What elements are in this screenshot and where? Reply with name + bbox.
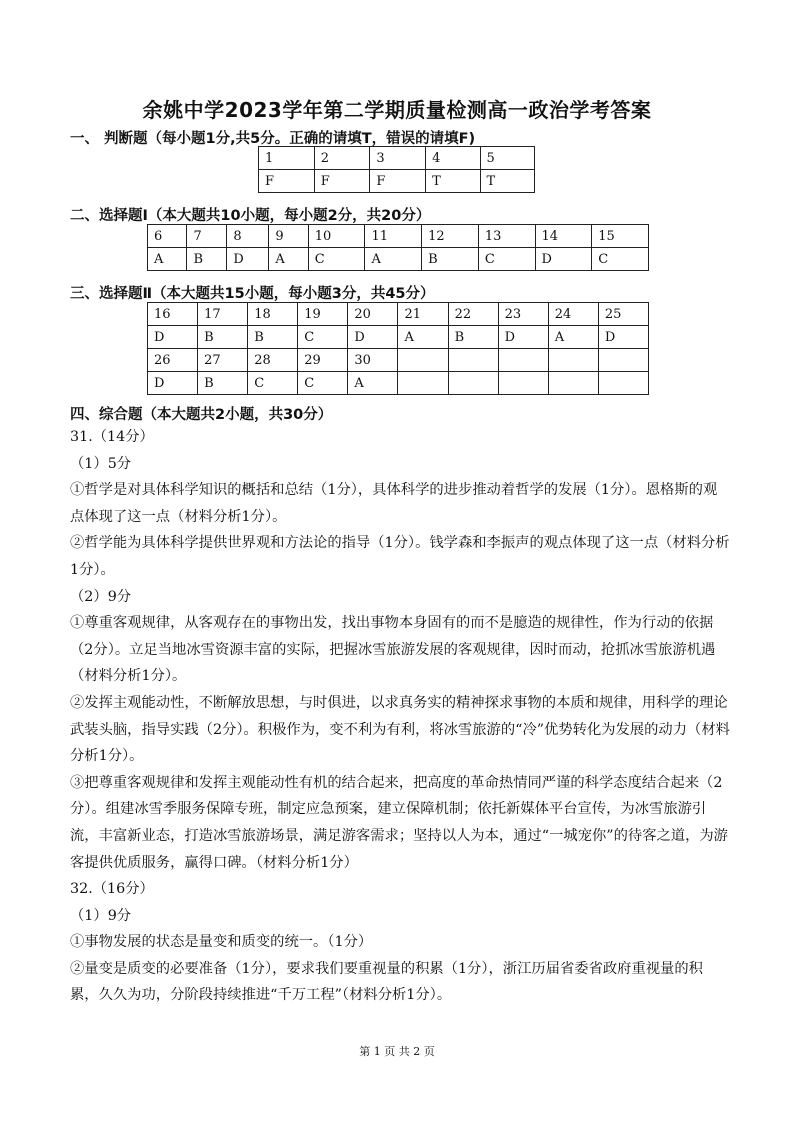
table-cell: 17: [198, 303, 248, 326]
table-cell: [498, 372, 548, 395]
table-cell: A: [365, 248, 422, 271]
subquestion-1-label: （1）5分: [70, 455, 132, 472]
table-cell: 1: [259, 147, 315, 170]
table-cell: [448, 372, 498, 395]
table-row: [148, 349, 649, 372]
table-cell: A: [398, 326, 448, 349]
table-row: [148, 248, 649, 271]
table-cell: B: [198, 326, 248, 349]
table-row: [148, 372, 649, 395]
table-cell: C: [298, 326, 348, 349]
section-3-heading: 三、选择题Ⅱ（本大题共15小题，每小题3分，共45分）: [70, 286, 435, 302]
table-cell: D: [348, 326, 398, 349]
table-cell: 28: [248, 349, 298, 372]
table-cell: 23: [498, 303, 548, 326]
answer-table-3: [147, 302, 649, 395]
page-title: 余姚中学2023学年第二学期质量检测高一政治学考答案: [142, 98, 652, 122]
subquestion-2-label: （2）9分: [70, 588, 132, 605]
table-cell: F: [259, 170, 315, 193]
table-cell: D: [148, 372, 198, 395]
table-cell: 24: [548, 303, 598, 326]
table-cell: A: [548, 326, 598, 349]
table-cell: D: [535, 248, 592, 271]
table-row: [148, 225, 649, 248]
table-cell: [548, 349, 598, 372]
section-4-heading: 四、综合题（本大题共2小题，共30分）: [70, 407, 333, 423]
table-cell: 15: [592, 225, 649, 248]
table-cell: 3: [370, 147, 426, 170]
table-cell: D: [148, 326, 198, 349]
table-cell: 26: [148, 349, 198, 372]
table-cell: A: [269, 248, 308, 271]
table-cell: [398, 349, 448, 372]
answer-table-1: [258, 146, 535, 193]
answer-body: [70, 424, 730, 1009]
table-cell: 5: [480, 147, 535, 170]
table-cell: 27: [198, 349, 248, 372]
table-row: [259, 147, 535, 170]
table-cell: B: [187, 248, 227, 271]
table-cell: 10: [308, 225, 365, 248]
table-cell: [598, 372, 648, 395]
table-cell: B: [248, 326, 298, 349]
table-cell: F: [370, 170, 426, 193]
table-cell: 18: [248, 303, 298, 326]
table-cell: 29: [298, 349, 348, 372]
table-cell: 16: [148, 303, 198, 326]
table-cell: 4: [426, 147, 480, 170]
table-cell: D: [498, 326, 548, 349]
answer-point: ③把尊重客观规律和发挥主观能动性有机的结合起来，把高度的革命热情同严谨的科学态度结合起来（2分）。组建冰雪季服务保障专班，制定应急预案，建立保障机制；依托新媒体平台宣传，为冰雪旅游引流，丰富新业态，打造冰雪旅游场景，满足游客需求；坚持以人为本，通过“一城宠你”的待客之道，为游客提供优质服务，赢得口碑。（材料分析1分）: [70, 774, 728, 871]
table-cell: A: [148, 248, 187, 271]
answer-point: ②发挥主观能动性，不断解放思想，与时俱进，以求真务实的精神探求事物的本质和规律，用科学的理论武装头脑，指导实践（2分）。积极作为，变不利为有利，将冰雪旅游的“冷”优势转化为发展的动力（材料分析1分）。: [70, 694, 730, 765]
table-row: [148, 326, 649, 349]
answer-point: ②哲学能为具体科学提供世界观和方法论的指导（1分）。钱学森和李振声的观点体现了这一点（材料分析1分）。: [70, 535, 730, 578]
table-cell: F: [314, 170, 370, 193]
table-row: [259, 170, 535, 193]
table-cell: [598, 349, 648, 372]
table-cell: C: [298, 372, 348, 395]
section-2-heading: 二、选择题Ⅰ（本大题共10小题，每小题2分，共20分）: [70, 208, 431, 224]
table-cell: 9: [269, 225, 308, 248]
section-1-heading: 一、 判断题（每小题1分,共5分。正确的请填T，错误的请填F): [70, 131, 476, 147]
table-cell: 7: [187, 225, 227, 248]
table-cell: B: [422, 248, 479, 271]
table-cell: 19: [298, 303, 348, 326]
table-cell: 11: [365, 225, 422, 248]
answer-point: ①尊重客观规律，从客观存在的事物出发，找出事物本身固有的而不是臆造的规律性，作为行动的依据（2分）。立足当地冰雪资源丰富的实际，把握冰雪旅游发展的客观规律，因时而动，抢抓冰雪旅游机遇（材料分析1分）。: [70, 615, 716, 685]
table-cell: 14: [535, 225, 592, 248]
table-cell: C: [248, 372, 298, 395]
question-32-label: 32.（16分）: [70, 881, 154, 898]
answer-table-2: [147, 224, 649, 271]
page-footer: 第 1 页 共 2 页: [359, 1045, 435, 1058]
table-row: [148, 303, 649, 326]
table-cell: D: [227, 248, 269, 271]
table-cell: 6: [148, 225, 187, 248]
table-cell: B: [448, 326, 498, 349]
table-cell: A: [348, 372, 398, 395]
subquestion-1-label: （1）9分: [70, 907, 132, 924]
table-cell: 12: [422, 225, 479, 248]
answer-point: ①哲学是对具体科学知识的概括和总结（1分），具体科学的进步推动着哲学的发展（1分）。恩格斯的观点体现了这一点（材料分析1分）。: [70, 482, 718, 525]
question-31-label: 31.（14分）: [70, 429, 154, 445]
table-cell: 20: [348, 303, 398, 326]
table-cell: B: [198, 372, 248, 395]
table-cell: C: [592, 248, 649, 271]
table-cell: [498, 349, 548, 372]
table-cell: T: [480, 170, 535, 193]
answer-point: ①事物发展的状态是量变和质变的统一。（1分）: [70, 934, 373, 951]
table-cell: 22: [448, 303, 498, 326]
table-cell: 30: [348, 349, 398, 372]
table-cell: [548, 372, 598, 395]
table-cell: 25: [598, 303, 648, 326]
answer-point: ②量变是质变的必要准备（1分），要求我们要重视量的积累（1分），浙江历届省委省政府重视量的积累，久久为功，分阶段持续推进“千万工程”（材料分析1分）。: [70, 960, 703, 1004]
table-cell: 8: [227, 225, 269, 248]
table-cell: 21: [398, 303, 448, 326]
table-cell: [398, 372, 448, 395]
table-cell: 13: [478, 225, 535, 248]
table-cell: D: [598, 326, 648, 349]
table-cell: [448, 349, 498, 372]
table-cell: C: [478, 248, 535, 271]
table-cell: T: [426, 170, 480, 193]
table-cell: C: [308, 248, 365, 271]
table-cell: 2: [314, 147, 370, 170]
